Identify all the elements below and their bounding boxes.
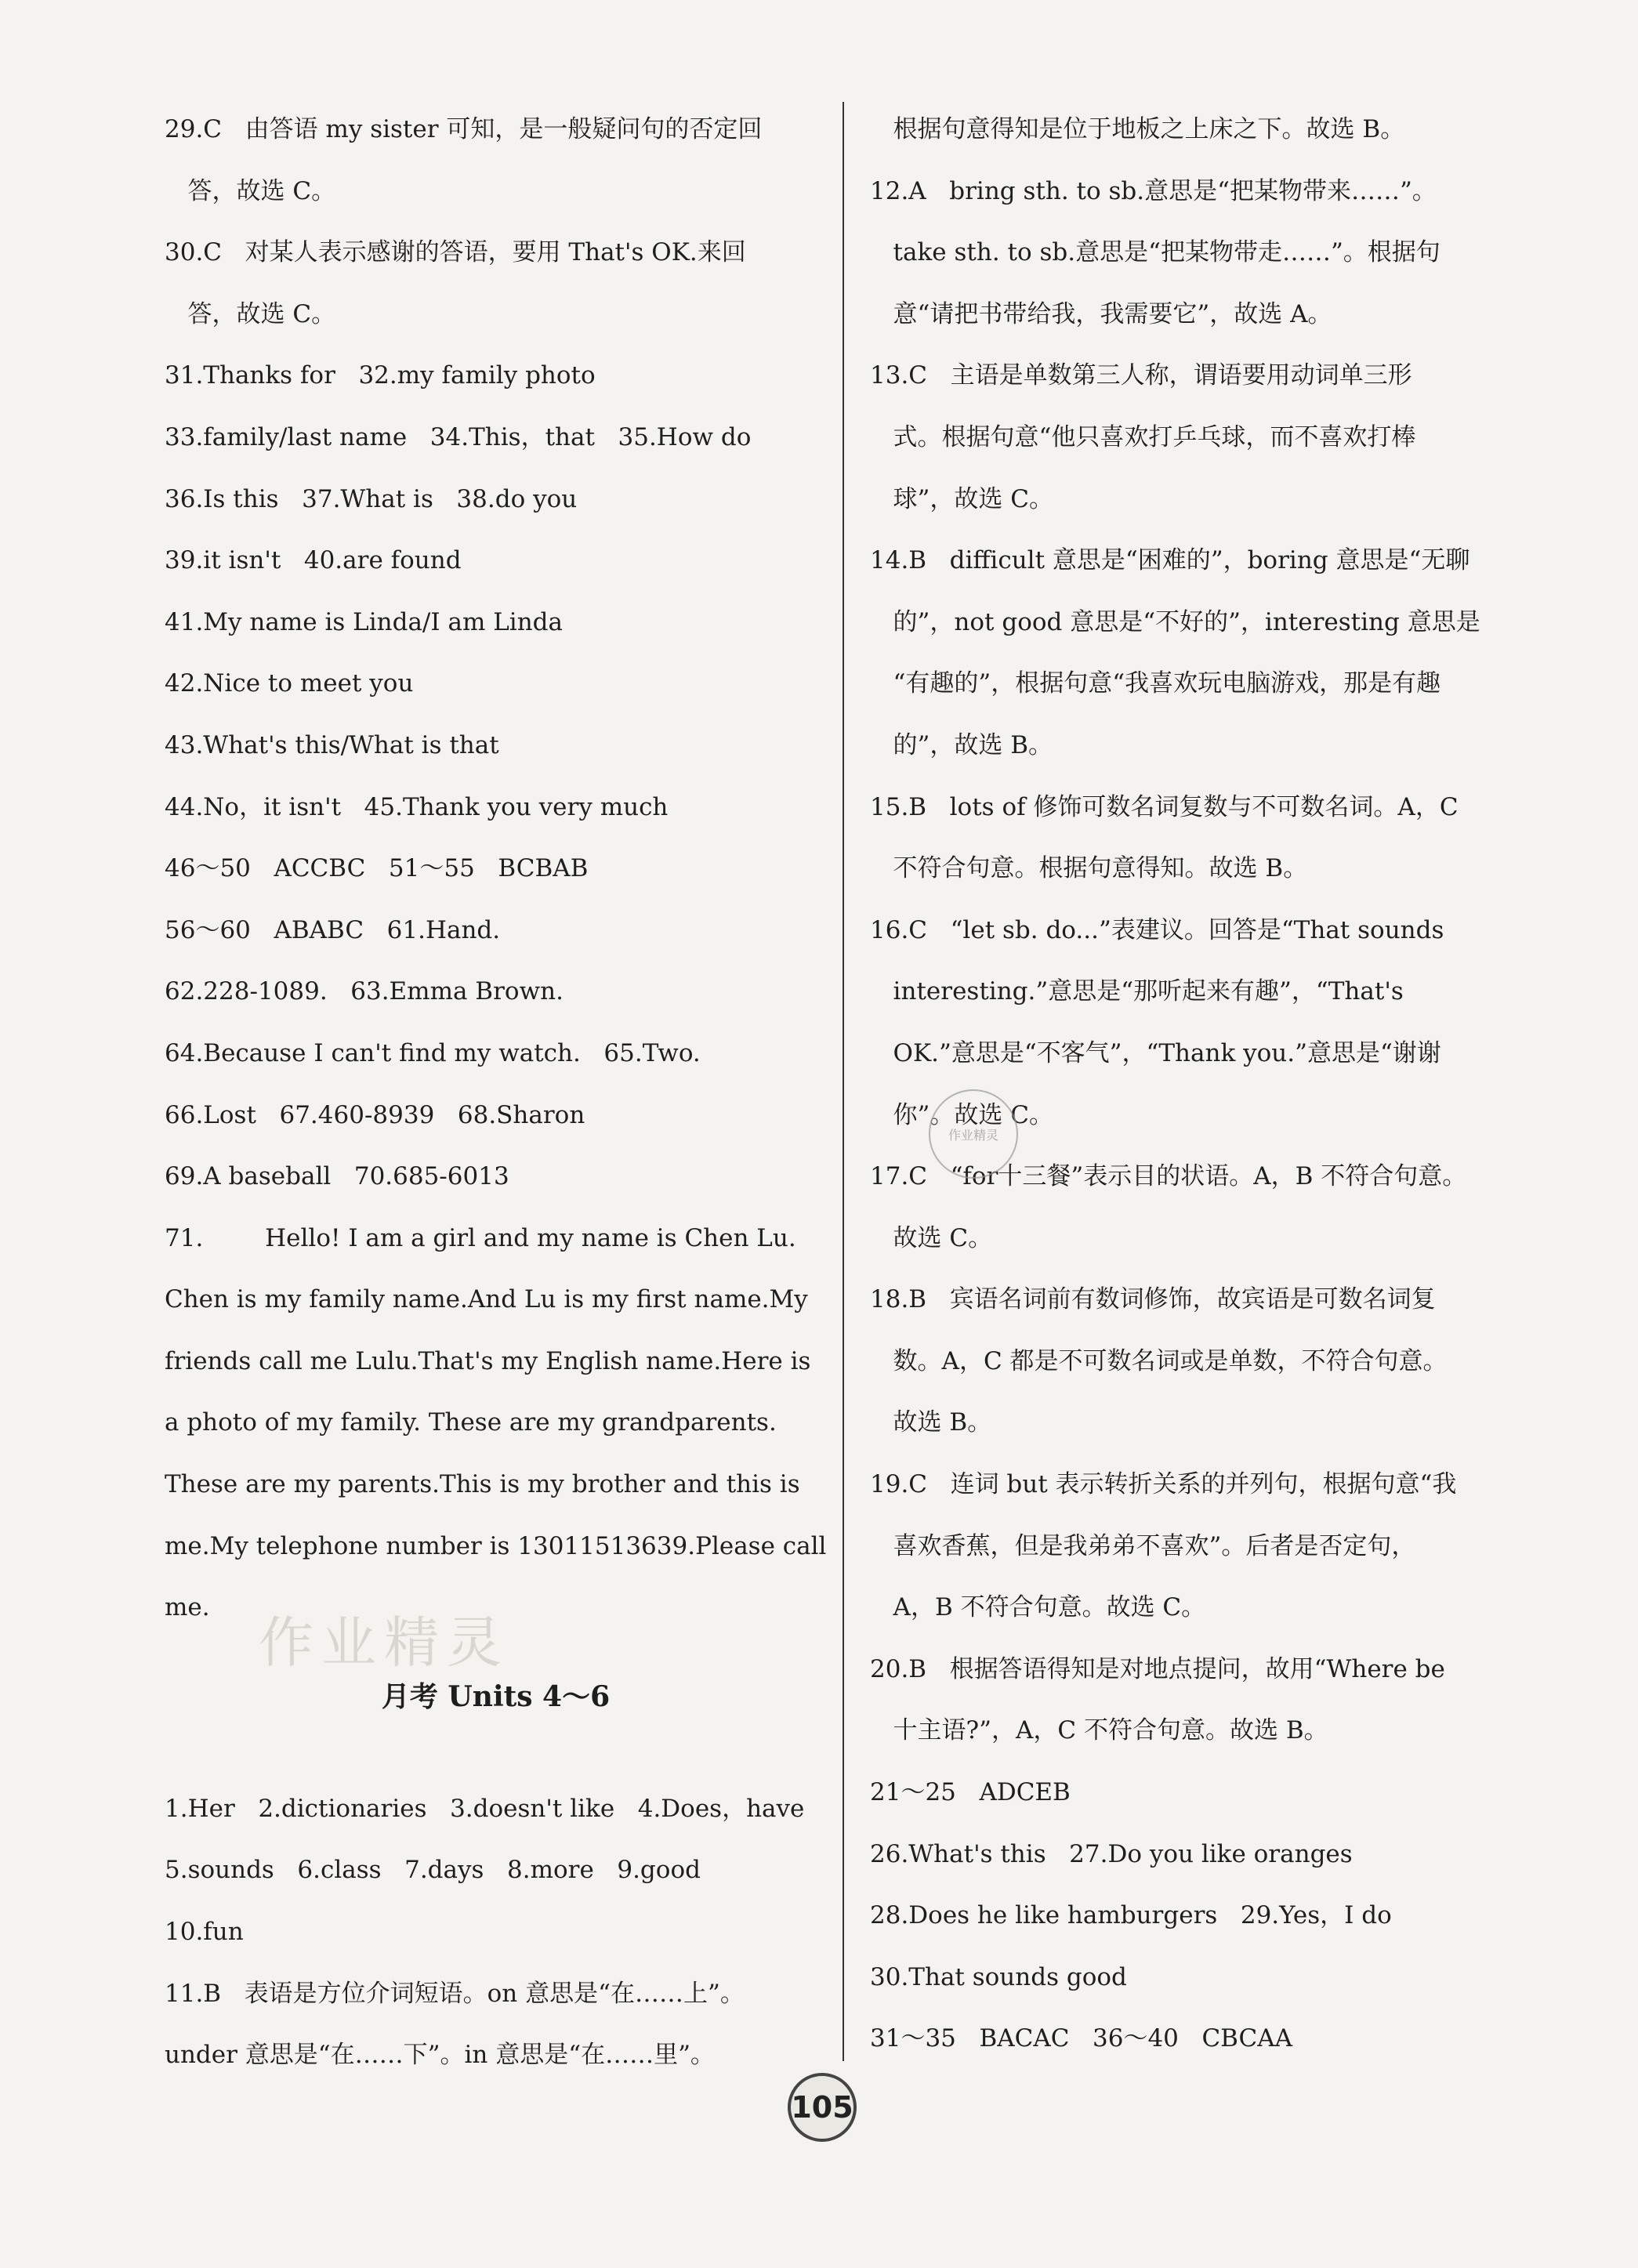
text-line: 17.C “for十三餐”表示目的状语。A，B 不符合句意。: [870, 1162, 1467, 1191]
text-line: 30.That sounds good: [870, 1962, 1127, 1991]
text-line: 喜欢香蕉，但是我弟弟不喜欢”。后者是否定句，: [870, 1531, 1416, 1560]
text-line: 18.B 宾语名词前有数词修饰，故宾语是可数名词复: [870, 1285, 1436, 1314]
text-line: 14.B difficult 意思是“困难的”，boring 意思是“无聊: [870, 546, 1470, 575]
left-column: [165, 110, 827, 2097]
text-line: 的”，故选 B。: [870, 730, 1053, 759]
text-line: under 意思是“在……下”。in 意思是“在……里”。: [165, 2041, 715, 2070]
text-line: A，B 不符合句意。故选 C。: [870, 1593, 1206, 1622]
text-line: me.My telephone number is 13011513639.Please call: [165, 1531, 827, 1560]
text-line: These are my parents.This is my brother and this is: [165, 1470, 800, 1499]
column-divider: [843, 102, 844, 2061]
text-line: 15.B lots of 修饰可数名词复数与不可数名词。A，C: [870, 792, 1459, 821]
text-line: 球”，故选 C。: [870, 484, 1053, 513]
text-line: 30.C 对某人表示感谢的答语，要用 That's OK.来回: [165, 238, 746, 267]
text-line: 你”。故选 C。: [870, 1100, 1053, 1129]
text-line: interesting.”意思是“那听起来有趣”，“That's: [870, 977, 1404, 1006]
text-line: 式。根据句意“他只喜欢打乒乓球，而不喜欢打棒: [870, 422, 1416, 451]
text-line: 答，故选 C。: [165, 176, 336, 205]
text-line: 46～50 ACCBC 51～55 BCBAB: [165, 854, 589, 883]
stamp-seal: 作业精灵: [929, 1089, 1018, 1179]
text-line: 12.A bring sth. to sb.意思是“把某物带来……”。: [870, 176, 1437, 205]
text-line: 31～35 BACAC 36～40 CBCAA: [870, 2024, 1293, 2053]
text-line: 11.B 表语是方位介词短语。on 意思是“在……上”。: [165, 1979, 745, 2008]
text-line: 28.Does he like hamburgers 29.Yes，I do: [870, 1901, 1392, 1930]
text-line: 62.228-1089. 63.Emma Brown.: [165, 977, 564, 1006]
text-line: 33.family/last name 34.This，that 35.How do: [165, 422, 752, 451]
text-line: 64.Because I can't find my watch. 65.Two.: [165, 1038, 701, 1067]
text-line: Chen is my family name.And Lu is my first name.My: [165, 1285, 808, 1314]
text-line: 21～25 ADCEB: [870, 1778, 1071, 1807]
text-line: 69.A baseball 70.685-6013: [165, 1162, 509, 1191]
text-line: 意“请把书带给我，我需要它”，故选 A。: [870, 299, 1332, 328]
text-line: 36.Is this 37.What is 38.do you: [165, 484, 578, 513]
text-line: 16.C “let sb. do...”表建议。回答是“That sounds: [870, 915, 1444, 944]
text-line: 的”，not good 意思是“不好的”，interesting 意思是: [870, 607, 1480, 636]
text-line: 数。A，C 都是不可数名词或是单数，不符合句意。: [870, 1346, 1448, 1375]
text-line: 十主语?”，A，C 不符合句意。故选 B。: [870, 1716, 1328, 1745]
text-line: 71. Hello! I am a girl and my name is Chen Lu.: [165, 1223, 796, 1252]
text-line: 13.C 主语是单数第三人称，谓语要用动词单三形: [870, 361, 1412, 390]
text-line: 20.B 根据答语得知是对地点提问，故用“Where be: [870, 1654, 1445, 1683]
text-line: 39.it isn't 40.are found: [165, 546, 462, 575]
text-line: friends call me Lulu.That's my English name.Here is: [165, 1346, 811, 1375]
text-line: 不符合句意。根据句意得知。故选 B。: [870, 854, 1308, 883]
text-line: 42.Nice to meet you: [165, 669, 414, 698]
text-line: 66.Lost 67.460-8939 68.Sharon: [165, 1100, 585, 1129]
text-line: 29.C 由答语 my sister 可知，是一般疑问句的否定回: [165, 115, 763, 143]
text-line: 31.Thanks for 32.my family photo: [165, 361, 596, 390]
text-line: a photo of my family. These are my grandparents.: [165, 1408, 777, 1437]
text-line: me.: [165, 1593, 210, 1622]
watermark: 作业精灵: [259, 1610, 509, 1675]
text-line: 44.No，it isn't 45.Thank you very much: [165, 792, 669, 821]
text-line: 26.What's this 27.Do you like oranges: [870, 1839, 1353, 1868]
text-line: OK.”意思是“不客气”，“Thank you.”意思是“谢谢: [870, 1038, 1441, 1067]
text-line: 故选 C。: [870, 1223, 993, 1252]
text-line: 41.My name is Linda/I am Linda: [165, 607, 563, 636]
page-number: 105: [788, 2073, 857, 2142]
text-line: 56～60 ABABC 61.Hand.: [165, 915, 501, 944]
text-line: 43.What's this/What is that: [165, 730, 499, 759]
text-line: 19.C 连词 but 表示转折关系的并列句，根据句意“我: [870, 1470, 1457, 1499]
text-line: 答，故选 C。: [165, 299, 336, 328]
text-line: take sth. to sb.意思是“把某物带走……”。根据句: [870, 238, 1440, 267]
text-line: 5.sounds 6.class 7.days 8.more 9.good: [165, 1856, 701, 1885]
text-line: 10.fun: [165, 1918, 244, 1947]
section-heading: 月考 Units 4～6: [381, 1679, 611, 1713]
text-line: 故选 B。: [870, 1408, 992, 1437]
text-line: 1.Her 2.dictionaries 3.doesn't like 4.Does，have: [165, 1794, 805, 1823]
text-line: “有趣的”，根据句意“我喜欢玩电脑游戏，那是有趣: [870, 669, 1441, 698]
text-line: 根据句意得知是位于地板之上床之下。故选 B。: [870, 115, 1405, 143]
